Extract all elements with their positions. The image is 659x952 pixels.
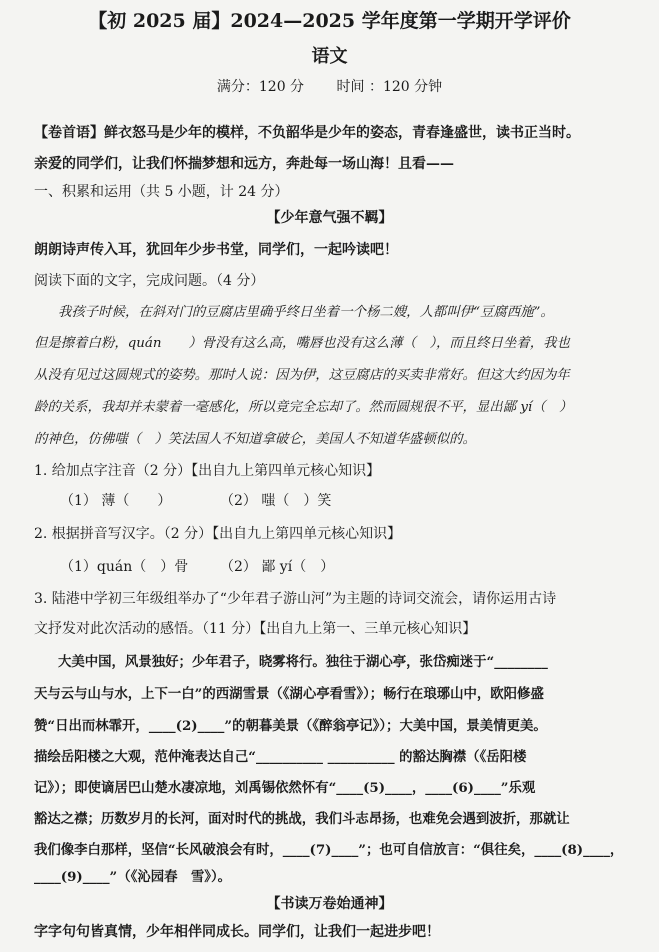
passage-line: 龄的关系，我却并未蒙着一毫感化，所以竟完全忘却了。然而圆规很不平，显出鄙 yí（ ）	[34, 400, 573, 415]
subject-title: 语文	[311, 46, 348, 67]
q1-option-1: （1） 薄（ ）	[60, 493, 172, 509]
passage-line: 从没有见过这圆规式的姿势。那时人说：因为伊，这豆腐店的买卖非常好。但这大约因为年	[34, 368, 570, 383]
full-score: 满分：120 分	[216, 79, 305, 95]
question-3-cont: 文抒发对此次活动的感悟。（11 分）【出自九上第一、三单元核心知识】	[34, 621, 477, 637]
q3-passage-line: 我们像李白那样，坚信“长风破浪会有时，____(7)____”；也可自信放言：“俱往矣，____(8)____，	[34, 842, 624, 858]
section2-subheading: 【书读万卷始通神】	[266, 896, 393, 912]
q3-passage-line: 记》）；即使谪居巴山楚水凄凉地，刘禹锡依然怀有“____(5)____，____(6)____”乐观	[34, 780, 536, 796]
question-1: 1. 给加点字注音（2 分）【出自九上第四单元核心知识】	[34, 463, 381, 479]
section2-lead: 字字句句皆真情，少年相伴同成长。同学们，让我们一起进步吧！	[34, 924, 440, 940]
q3-passage-line: 描绘岳阳楼之大观，范仲淹表达自己“__________ __________ 的豁达胸襟（《岳阳楼	[34, 749, 527, 765]
exam-title: 【初 2025 届】2024—2025 学年度第一学期开学评价	[88, 10, 571, 32]
q3-passage-line: 天与云与山与水，上下一白”的西湖雪景（《湖心亭看雪》）；畅行在琅琊山中，欧阳修盛	[34, 686, 544, 702]
intro-line-2: 亲爱的同学们，让我们怀揣梦想和远方，奔赴每一场山海！且看——	[34, 156, 454, 172]
section1-lead: 朗朗诗声传入耳，犹回年少步书堂，同学们，一起吟读吧！	[34, 242, 398, 258]
exam-time: 时间 ：120 分钟	[336, 79, 443, 95]
q2-option-2: （2） 鄙 yí（ ）	[220, 559, 335, 575]
q2-option-1: （1）quán（ ）骨	[60, 559, 189, 575]
question-3: 3. 陆港中学初三年级组举办了“少年君子游山河”为主题的诗词交流会，请你运用古诗	[34, 591, 557, 607]
q3-passage-line: 赞“日出而林霏开，____(2)____”的朝暮美景（《醉翁亭记》）；大美中国，景美情更美。	[34, 718, 547, 734]
section1-subheading: 【少年意气强不羁】	[266, 210, 393, 226]
q3-passage-line: ____(9)____”（《沁园春 雪》）。	[34, 869, 232, 885]
section1-heading: 一、积累和运用（共 5 小题，计 24 分）	[34, 184, 289, 200]
passage-line: 我孩子时候，在斜对门的豆腐店里确乎终日坐着一个杨二嫂，人都叫伊“豆腐西施”。	[58, 305, 554, 320]
reading-instruction: 阅读下面的文字，完成问题。（4 分）	[34, 273, 265, 289]
exam-meta	[0, 76, 659, 96]
intro-line-1: 【卷首语】鲜衣怒马是少年的模样，不负韶华是少年的姿态，青春逢盛世，读书正当时。	[34, 125, 580, 141]
q3-passage-line: 大美中国，风景独好；少年君子，晓雾将行。独往于湖心亭，张岱痴迷于“________	[58, 654, 548, 670]
q3-passage-line: 豁达之襟；历数岁月的长河，面对时代的挑战，我们斗志昂扬，也难免会遇到波折，那就让	[34, 811, 570, 827]
question-2: 2. 根据拼音写汉字。（2 分）【出自九上第四单元核心知识】	[34, 526, 402, 542]
passage-line: 但是擦着白粉，quán ）骨没有这么高，嘴唇也没有这么薄（ ），而且终日坐着，我也	[34, 336, 570, 351]
q1-option-2: （2） 嗤（ ）笑	[220, 493, 332, 509]
passage-line: 的神色，仿佛嗤（ ）笑法国人不知道拿破仑，美国人不知道华盛顿似的。	[34, 432, 476, 447]
